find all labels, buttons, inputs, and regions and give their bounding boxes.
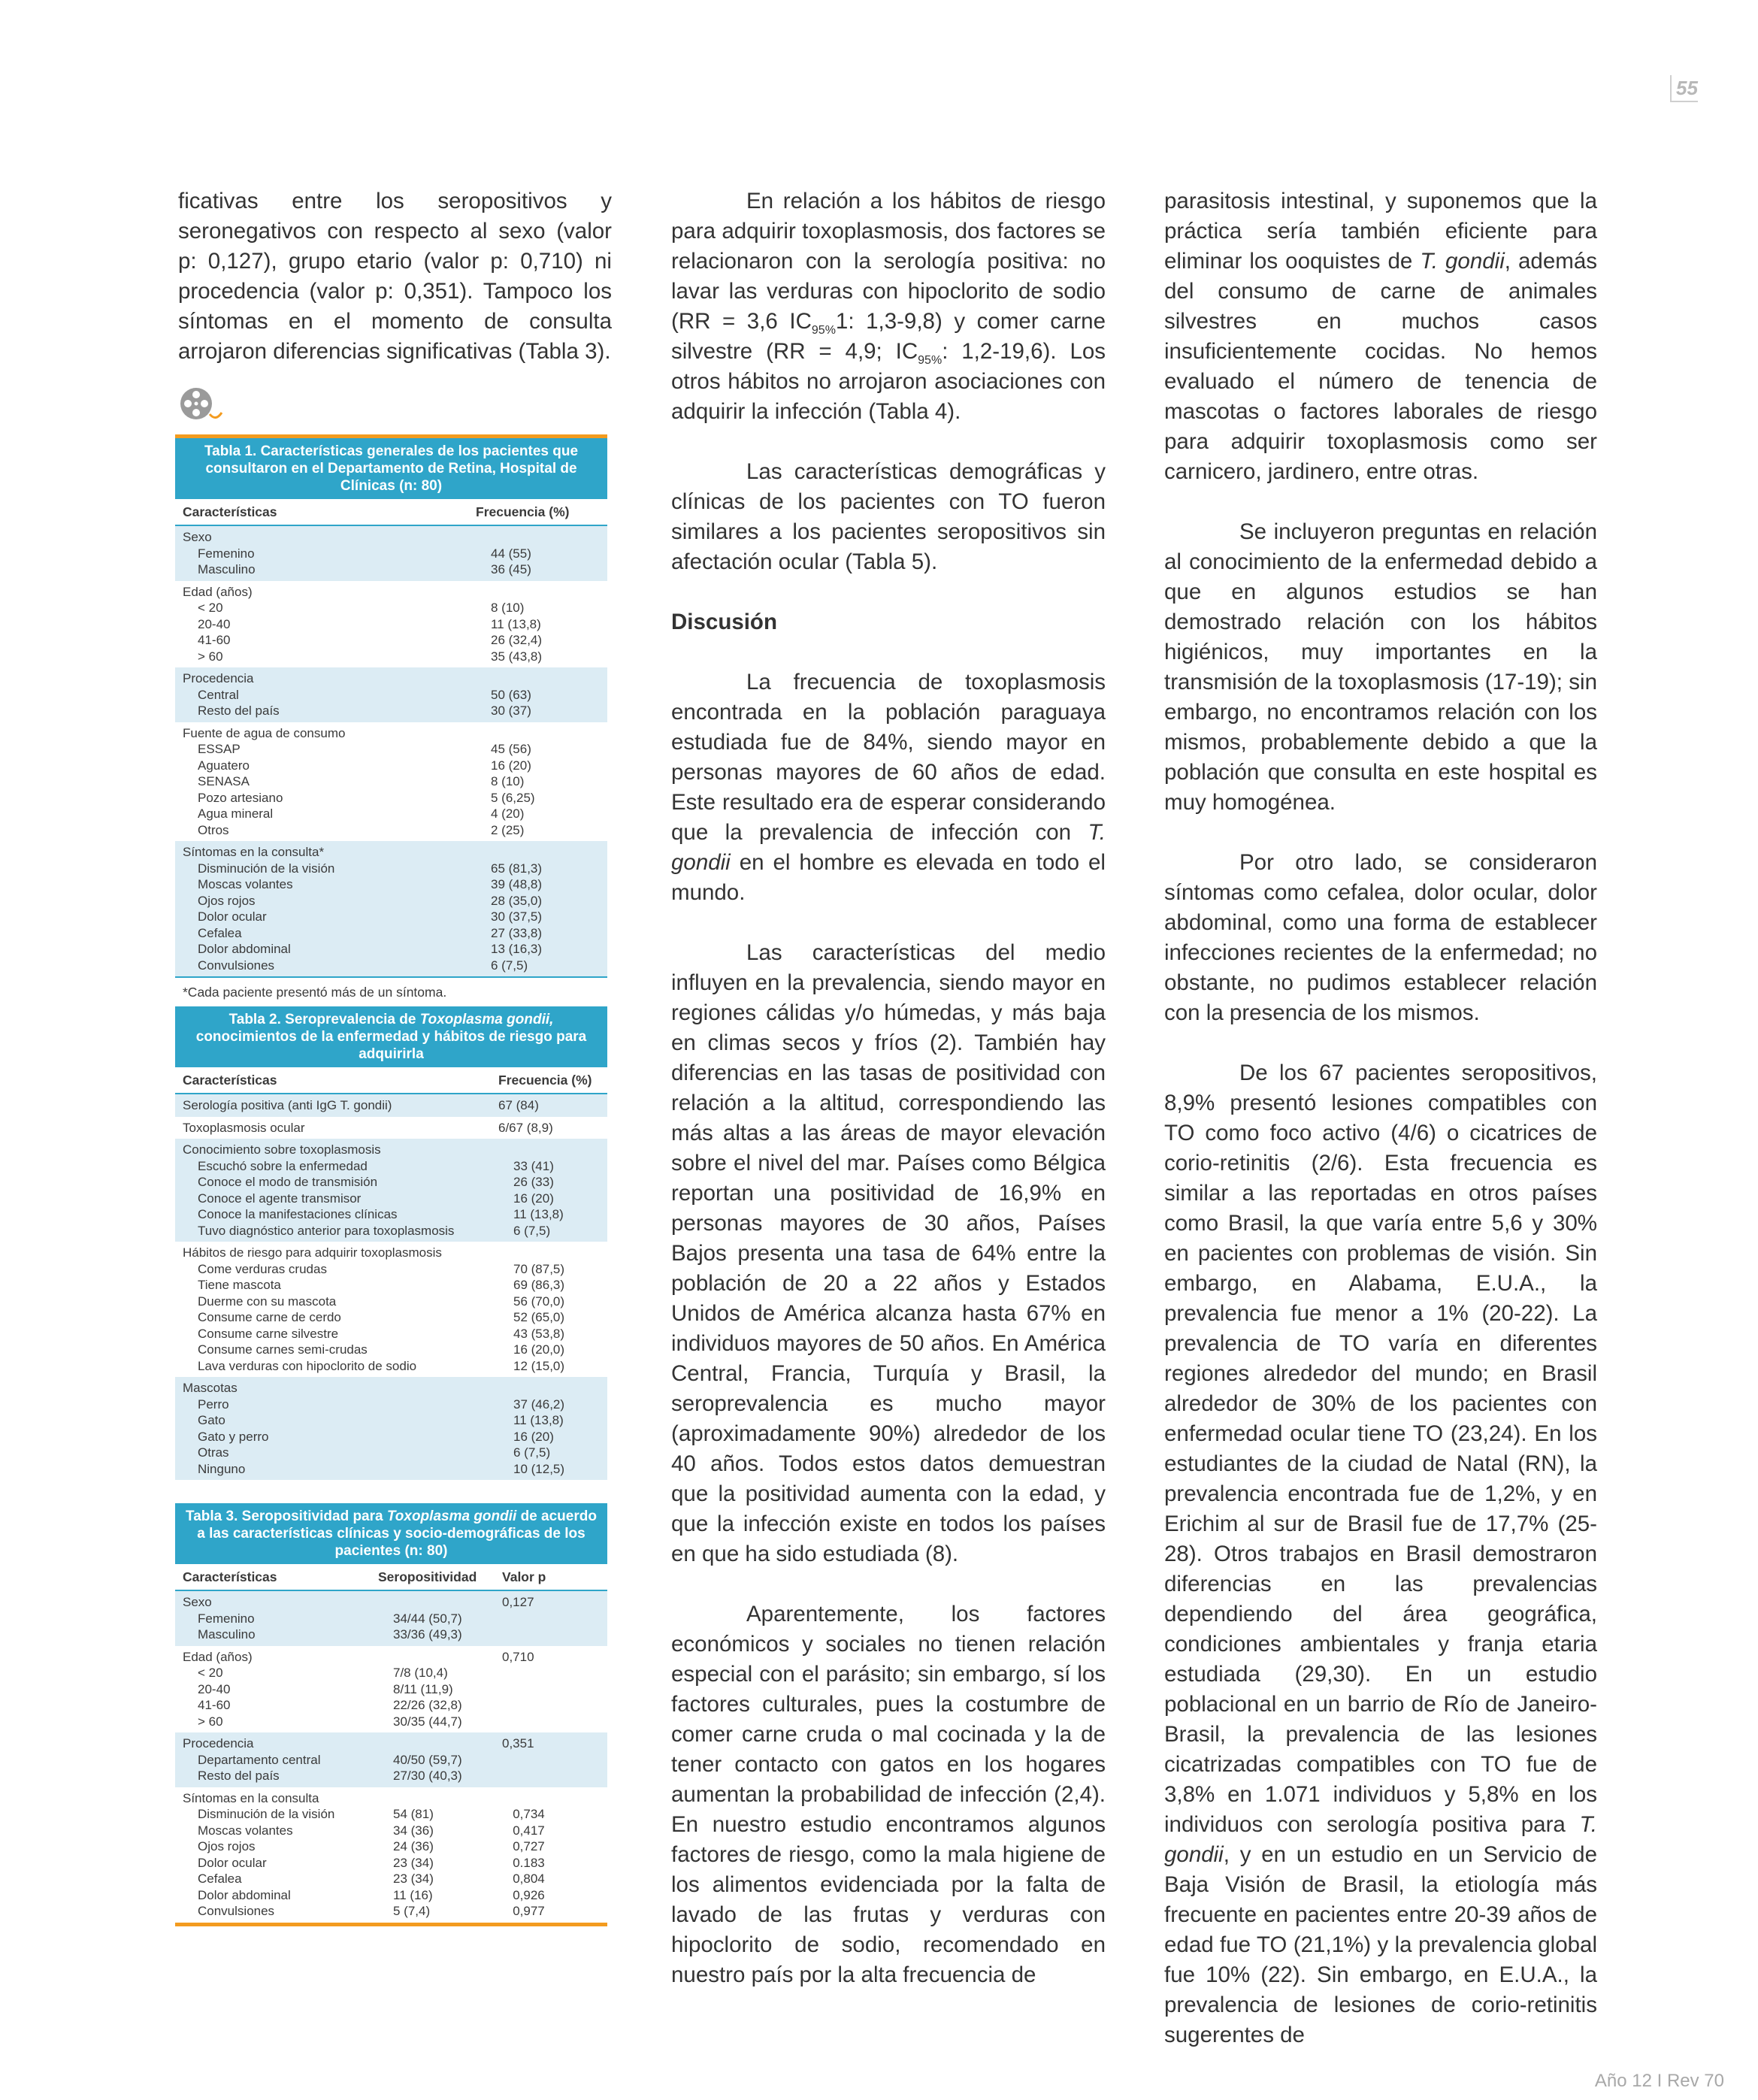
paragraph: [671, 186, 1106, 427]
row-value: 30 (37): [491, 704, 531, 718]
row-label: Gato y perro: [198, 1429, 269, 1444]
table-row: [183, 1806, 600, 1823]
table-row: [183, 600, 600, 616]
group-label: Mascotas: [183, 1381, 238, 1395]
table-group: [175, 1094, 607, 1117]
table-row: [183, 758, 600, 774]
row-value: 22/26 (32,8): [393, 1698, 462, 1712]
row-label: 20-40: [198, 616, 231, 631]
group-label: Procedencia: [183, 1736, 254, 1751]
row-label: Departamento central: [198, 1752, 321, 1767]
row-value: 6 (7,5): [513, 1445, 551, 1460]
table-row: [183, 1412, 600, 1429]
row-value: 16 (20,0): [513, 1342, 565, 1357]
row-value: 6 (7,5): [513, 1223, 551, 1238]
group-label-row: [183, 1594, 600, 1611]
page-number: 55: [1670, 75, 1698, 102]
table-1-body: [175, 526, 607, 976]
subscript: 95%: [918, 353, 943, 367]
paragraph: [1164, 1058, 1597, 2050]
group-label-row: [183, 725, 600, 742]
group-label-row: [183, 844, 600, 861]
table-row: [183, 1903, 600, 1920]
row-value: 11 (16): [393, 1887, 433, 1902]
text: 1: 1,3-9,8) y comer carne silvestre (RR = 4,9; IC: [671, 309, 1106, 364]
table-row: [183, 1714, 600, 1730]
row-value: 28 (35,0): [491, 893, 543, 908]
table-group: [175, 1377, 607, 1480]
table-row: [183, 876, 600, 893]
group-label-row: [183, 1790, 600, 1807]
table-group: [175, 667, 607, 722]
table-row: [183, 1626, 600, 1643]
row-label: 20-40: [198, 1681, 231, 1696]
table-2-single-rows: [175, 1094, 607, 1139]
table-row: [183, 1855, 600, 1872]
row-value: 30 (37,5): [491, 909, 543, 924]
table-row: [183, 773, 600, 790]
text: , además del consumo de carne de animales silvestres en muchos casos insuficientemente cocidas. No hemos evaluado el número de tenencia de mascotas o factores laborales de riesgo para adquirir toxoplasmosis como ser carnicero, jardinero, entre otras.: [1164, 249, 1597, 484]
table-row: [183, 1823, 600, 1839]
row-label: Gato: [198, 1413, 225, 1427]
cell: [378, 1790, 502, 1807]
table-2-body: [175, 1139, 607, 1480]
row-label: Masculino: [198, 562, 256, 576]
column-header: Frecuencia (%): [476, 504, 570, 519]
text: De los 67 pacientes seropositivos, 8,9% presentó lesiones compatibles con TO como foco activo (4/6) o cicatrices de corio-retinitis (2/6). Esta frecuencia es similar a las reportadas en otros países como Brasil, la que varía entre 5,6 y 30% en pacientes con problemas de visión. Sin embargo, en Alabama, E.U.A., la prevalencia fue menor a 1% (20-22). La prevalencia de TO varía en diferentes regiones alrededor del mundo; en Brasil alrededor de 30% de los pacientes con enfermedad ocular tiene TO (23,24). En los estudiantes de la ciudad de Natal (RN), la prevalencia encontrada fue de 1,2%, y en Erichim al sur de Brasil fue de 17,7% (25-28). Otros trabajos en Brasil demostraron diferencias en las prevalencias dependiendo del área geográfica, condiciones ambientales y franja etaria estudiada (29,30). En un estudio poblacional en un barrio de Río de Janeiro-Brasil, la prevalencia de las lesiones cicatrizadas compatibles con TO fue de 3,8% en 1.071 individuos y 5,8% en los individuos con serología positiva para: [1164, 1061, 1597, 1837]
row-label: Otros: [198, 822, 229, 837]
table-1: [175, 434, 607, 1006]
table-row: [183, 1838, 600, 1855]
table-row: [183, 1665, 600, 1681]
p-value: [502, 1790, 592, 1807]
p-value: 0,417: [513, 1823, 545, 1838]
table-3-header: [175, 1564, 607, 1591]
paragraph: Las características del medio influyen en la prevalencia, siendo mayor en regiones cálidas y/o húmedas, y más baja en climas secos y fríos (2). También hay diferencias en las tasas de positividad con relación a la altitud, correspondiendo las más altas a las áreas de mayor elevación sobre el nivel del mar. Países como Bélgica reportan una positividad de 16,9% en personas mayores de 30 años, Países Bajos presenta una tasa de 64% entre la población de 20 a 22 años y Estados Unidos de América alcanza hasta 67% en individuos mayores de 50 años. En América Central, Francia, Turquía y Brasil, la seroprevalencia es mucho mayor (aproximadamente 90%) alrededor de los 40 años. Todos estos datos demuestran que la positividad aumenta con la edad, y que la infección existe en todos los países en que ha sido estudiada (8).: [671, 940, 1106, 1566]
paragraph: Se incluyeron preguntas en relación al conocimiento de la enfermedad debido a que en algunos estudios se han demostrado relación con los hábitos higiénicos, muy importantes en la transmisión de la toxoplasmosis (17-19); sin embargo, no encontramos relación con los mismos, probablemente debido a que la población que consulta en este hospital es muy homogénea.: [1164, 519, 1597, 815]
table-row: [183, 1174, 600, 1191]
row-value: 40/50 (59,7): [393, 1752, 462, 1767]
table-row: [183, 1429, 600, 1445]
row-value: 35 (43,8): [491, 649, 543, 664]
row-label: Aguatero: [198, 758, 250, 773]
table-row: [183, 1120, 600, 1136]
row-value: 43 (53,8): [513, 1326, 565, 1341]
text: parasitosis intestinal, y suponemos que la práctica sería también eficiente para eliminar los ooquistes de: [1164, 189, 1597, 274]
p-value: 0,734: [513, 1807, 545, 1821]
row-value: 52 (65,0): [513, 1310, 565, 1324]
title-part: de acuerdo a las características clínicas y socio-demográficas de los pacientes (n: 80): [197, 1508, 597, 1559]
column-3: [1164, 186, 1597, 2080]
table-row: [183, 1768, 600, 1784]
table-row: [183, 1097, 600, 1114]
row-value: 11 (13,8): [513, 1413, 564, 1427]
row-label: Dolor abdominal: [198, 942, 291, 956]
p-value: 0,727: [513, 1839, 545, 1853]
section-heading: Discusión: [671, 610, 777, 634]
species: T. gondii: [1420, 249, 1505, 274]
column-header: Características: [183, 1569, 277, 1584]
row-value: 5 (7,4): [393, 1904, 431, 1918]
row-value: 45 (56): [491, 742, 531, 756]
table-row: [183, 616, 600, 633]
row-label: < 20: [198, 1666, 223, 1680]
row-label: Disminución de la visión: [198, 861, 335, 876]
text: La frecuencia de toxoplasmosis encontrada en la población paraguaya estudiada fue de 84%, siendo mayor en personas mayores de 60 años de edad. Este resultado era de esperar considerando que la prevalencia de infección con: [671, 670, 1106, 845]
paragraph: [1164, 186, 1597, 487]
row-label: Femenino: [198, 1611, 255, 1626]
row-value: 27 (33,8): [491, 925, 543, 940]
text: en el hombre es elevada en todo el mundo.: [671, 850, 1106, 905]
group-label-row: [183, 1245, 600, 1261]
p-value: 0,804: [513, 1872, 545, 1886]
p-value: [513, 1626, 600, 1643]
row-value: 56 (70,0): [513, 1294, 565, 1309]
row-value: 8 (10): [491, 601, 525, 615]
text: En relación a los hábitos de riesgo para adquirir toxoplasmosis, dos factores se relacionaron con la serología positiva: no lavar las verduras con hipoclorito de sodio (RR = 3,6 IC: [671, 189, 1106, 334]
group-label: Síntomas en la consulta: [183, 1790, 319, 1805]
table-row: [183, 632, 600, 649]
table-1-note: *Cada paciente presentó más de un síntoma.: [175, 976, 607, 1006]
row-value: 7/8 (10,4): [393, 1666, 448, 1680]
row-value: 16 (20): [513, 1191, 554, 1206]
table-group: [175, 1787, 607, 1923]
table-group: [175, 1117, 607, 1139]
row-value: 4 (20): [491, 806, 525, 821]
column-header: Características: [183, 1073, 277, 1088]
table-row: [183, 822, 600, 839]
table-row: [183, 1871, 600, 1887]
row-value: 37 (46,2): [513, 1396, 565, 1412]
table-group: [175, 526, 607, 581]
table-row: [183, 1611, 600, 1627]
row-value: 27/30 (40,3): [393, 1769, 462, 1783]
row-label: Consume carne silvestre: [198, 1326, 339, 1341]
row-value: 34/44 (50,7): [393, 1611, 462, 1626]
column-2: [671, 186, 1106, 2020]
group-label-row: [183, 1380, 600, 1396]
row-label: Escuchó sobre la enfermedad: [198, 1158, 368, 1173]
species: T. gondii: [1164, 1812, 1597, 1867]
paragraph: Las características demográficas y clínicas de los pacientes con TO fueron similares a los pacientes seropositivos sin afectación ocular (Tabla 5).: [671, 459, 1106, 574]
row-label: Conoce el modo de transmisión: [198, 1175, 378, 1189]
table-row: [183, 1206, 600, 1223]
row-label: Resto del país: [198, 704, 280, 718]
row-label: Dolor abdominal: [198, 1887, 291, 1902]
row-label: Masculino: [198, 1627, 256, 1642]
table-row: [183, 1887, 600, 1904]
group-label: Procedencia: [183, 671, 254, 685]
row-value: 67 (84): [498, 1098, 539, 1112]
table-row: [183, 1358, 600, 1375]
table-row: [183, 1326, 600, 1342]
row-value: 54 (81): [393, 1807, 434, 1821]
row-value: 8 (10): [491, 774, 525, 788]
row-label: Pozo artesiano: [198, 790, 283, 805]
group-label-row: [183, 1735, 600, 1752]
table-row: [183, 806, 600, 822]
row-label: > 60: [198, 649, 223, 664]
row-label: Cefalea: [198, 1872, 242, 1886]
row-label: Cefalea: [198, 925, 242, 940]
species: T. gondii: [671, 820, 1106, 875]
row-label: Dolor ocular: [198, 909, 267, 924]
group-label: Hábitos de riesgo para adquirir toxoplasmosis: [183, 1245, 442, 1260]
row-label: < 20: [198, 601, 223, 615]
group-label-row: [183, 670, 600, 687]
table-3: [175, 1503, 607, 1926]
table-reel-icon: [178, 386, 223, 423]
row-label: Tiene mascota: [198, 1278, 281, 1292]
group-label: Síntomas en la consulta*: [183, 845, 325, 859]
row-label: 41-60: [198, 633, 231, 647]
column-header: Frecuencia (%): [498, 1073, 592, 1088]
group-label-row: [183, 584, 600, 601]
table-row: [183, 941, 600, 958]
title-part: conocimientos de la enfermedad y hábitos de riesgo para adquirirla: [195, 1029, 587, 1062]
table-row: [183, 1277, 600, 1294]
group-label-row: [183, 529, 600, 546]
table-row: [183, 703, 600, 719]
row-label: Ojos rojos: [198, 893, 256, 908]
cell: [378, 1649, 502, 1666]
row-value: 8/11 (11,9): [393, 1681, 453, 1696]
table-group: [175, 1646, 607, 1733]
column-1: [178, 186, 612, 397]
table-row: [183, 741, 600, 758]
table-2-header: [175, 1067, 607, 1094]
title-part: Tabla 3. Seropositividad para: [186, 1508, 387, 1524]
text: : 1,2-19,6). Los otros hábitos no arrojaron asociaciones con adquirir la infección (Tabla 4).: [671, 339, 1106, 424]
row-label: Consume carne de cerdo: [198, 1310, 341, 1324]
table-row: [183, 1752, 600, 1769]
row-value: 30/35 (44,7): [393, 1714, 462, 1729]
p-value: 0,351: [502, 1736, 534, 1751]
p-value: 0,926: [513, 1887, 545, 1902]
subscript: 95%: [811, 323, 836, 337]
title-species: Toxoplasma gondii,: [419, 1012, 554, 1027]
row-value: 69 (86,3): [513, 1278, 565, 1292]
table-row: [183, 561, 600, 578]
table-row: [183, 925, 600, 942]
row-value: 26 (33): [513, 1175, 554, 1189]
table-3-body: [175, 1591, 607, 1923]
group-label-row: [183, 1649, 600, 1666]
table-row: [183, 1261, 600, 1278]
row-label: Tuvo diagnóstico anterior para toxoplasmosis: [198, 1223, 455, 1238]
table-group: [175, 1139, 607, 1242]
paragraph: ficativas entre los seropositivos y seronegativos con respecto al sexo (valor p: 0,127), grupo etario (valor p: 0,710) ni procedencia (valor p: 0,351). Tampoco los síntomas en el momento de consulta arrojaron diferencias significativas (Tabla 3).: [178, 189, 612, 364]
row-value: 34 (36): [393, 1823, 434, 1838]
row-value: 16 (20): [491, 758, 531, 773]
table-row: [183, 1396, 600, 1413]
paragraph: Aparentemente, los factores económicos y sociales no tienen relación especial con el parásito; sin embargo, sí los factores culturales, pues la costumbre de comer carne cruda o mal cocinada y la de tener contacto con gatos en los hogares aumentan la probabilidad de infección (2,4). En nuestro estudio encontramos algunos factores de riesgo, como la mala higiene de los alimentos evidenciada por la falta de lavado de las frutas y verduras con hipoclorito de sodio, recomendado en nuestro país por la alta frecuencia de: [671, 1602, 1106, 1987]
text: , y en un estudio en un Servicio de Baja Visión de Brasil, la etiología más frecuente en pacientes entre 20-39 años de edad fue TO (21,1%) y la prevalencia global fue 10% (22). Sin embargo, en E.U.A., la prevalencia de lesiones de corio-retinitis sugerentes de: [1164, 1842, 1597, 2047]
p-value: [513, 1665, 600, 1681]
column-header: Seropositividad: [378, 1569, 477, 1584]
row-label: Central: [198, 687, 239, 702]
group-label: Conocimiento sobre toxoplasmosis: [183, 1142, 381, 1157]
table-group: [175, 1732, 607, 1787]
table-row: [183, 1461, 600, 1478]
table-row: [183, 687, 600, 704]
row-value: 50 (63): [491, 687, 531, 702]
table-2: [175, 1006, 607, 1480]
table-row: [183, 1309, 600, 1326]
footer-issue: Año 12 I Rev 70: [1594, 2071, 1724, 2091]
paragraph: [671, 667, 1106, 908]
row-label: ESSAP: [198, 742, 241, 756]
table-3-title: [175, 1503, 607, 1564]
table-group: [175, 1242, 607, 1377]
p-value: 0.183: [513, 1855, 545, 1870]
row-value: 24 (36): [393, 1839, 434, 1853]
row-label: Otras: [198, 1445, 229, 1460]
group-label: Sexo: [183, 530, 212, 544]
table-row: [183, 790, 600, 806]
cell: [378, 1735, 502, 1752]
row-value: 6 (7,5): [491, 958, 528, 973]
row-label: Toxoplasmosis ocular: [183, 1120, 305, 1135]
row-value: 12 (15,0): [513, 1358, 565, 1373]
row-label: Consume carnes semi-crudas: [198, 1342, 368, 1357]
row-value: 26 (32,4): [491, 633, 543, 647]
row-value: 11 (13,8): [513, 1207, 564, 1221]
row-label: Dolor ocular: [198, 1855, 267, 1870]
column-header: Características: [183, 504, 277, 519]
row-label: Disminución de la visión: [198, 1807, 335, 1821]
row-value: 11 (13,8): [491, 616, 541, 631]
table-row: [183, 861, 600, 877]
row-label: Conoce el agente transmisor: [198, 1191, 362, 1206]
table-group: [175, 1591, 607, 1646]
row-value: 33/36 (49,3): [393, 1627, 462, 1642]
table-row: [183, 1697, 600, 1714]
row-label: Lava verduras con hipoclorito de sodio: [198, 1358, 417, 1373]
p-value: [513, 1697, 600, 1714]
row-label: 41-60: [198, 1698, 231, 1712]
row-label: Femenino: [198, 546, 255, 561]
p-value: 0,977: [513, 1904, 545, 1918]
table-row: [183, 958, 600, 974]
row-value: 16 (20): [513, 1429, 554, 1444]
row-label: Ninguno: [198, 1461, 246, 1476]
table-row: [183, 1191, 600, 1207]
row-value: 23 (34): [393, 1855, 434, 1870]
group-label-row: [183, 1142, 600, 1158]
table-1-header: [175, 499, 607, 526]
table-row: [183, 1294, 600, 1310]
row-label: SENASA: [198, 774, 250, 788]
row-label: Come verduras crudas: [198, 1261, 327, 1276]
row-label: Perro: [198, 1396, 229, 1412]
p-value: 0,710: [502, 1649, 534, 1664]
row-value: 65 (81,3): [491, 861, 543, 876]
row-value: 23 (34): [393, 1872, 434, 1886]
group-label: Edad (años): [183, 584, 253, 599]
row-label: Agua mineral: [198, 806, 274, 821]
row-value: 6/67 (8,9): [498, 1120, 553, 1135]
table-row: [183, 1223, 600, 1239]
title-species: Toxoplasma gondii: [386, 1508, 517, 1524]
row-label: Moscas volantes: [198, 877, 293, 891]
row-label: Convulsiones: [198, 958, 275, 973]
table-2-title: [175, 1006, 607, 1067]
table-row: [183, 893, 600, 909]
p-value: [513, 1768, 600, 1784]
table-row: [183, 1681, 600, 1698]
title-part: Tabla 2. Seroprevalencia de: [228, 1012, 420, 1027]
row-value: 36 (45): [491, 562, 531, 576]
column-header: Valor p: [502, 1569, 546, 1584]
paragraph: Por otro lado, se consideraron síntomas como cefalea, dolor ocular, dolor abdominal, como una forma de establecer infecciones recientes de la enfermedad; no obstante, no pudimos establecer relación con la presencia de los mismos.: [1164, 850, 1597, 1025]
p-value: [513, 1714, 600, 1730]
row-label: Convulsiones: [198, 1904, 275, 1918]
p-value: [513, 1681, 600, 1698]
table-row: [183, 909, 600, 925]
row-label: Moscas volantes: [198, 1823, 293, 1838]
row-label: Serología positiva (anti IgG T. gondii): [183, 1098, 392, 1112]
row-label: Resto del país: [198, 1769, 280, 1783]
p-value: [513, 1752, 600, 1769]
table-row: [183, 1342, 600, 1358]
row-label: Conoce la manifestaciones clínicas: [198, 1207, 398, 1221]
row-value: 70 (87,5): [513, 1261, 565, 1276]
table-1-title: Tabla 1. Características generales de los pacientes que consultaron en el Departamento de Retina, Hospital de Clínicas (n: 80): [175, 438, 607, 499]
p-value: [513, 1611, 600, 1627]
table-row: [183, 649, 600, 665]
row-value: 2 (25): [491, 822, 525, 837]
row-label: Ojos rojos: [198, 1839, 256, 1853]
group-label: Sexo: [183, 1595, 212, 1609]
row-label: Duerme con su mascota: [198, 1294, 337, 1309]
table-group: [175, 841, 607, 976]
table-group: [175, 722, 607, 842]
table-row: [183, 1158, 600, 1175]
group-label: Fuente de agua de consumo: [183, 725, 346, 740]
row-value: 10 (12,5): [513, 1461, 565, 1476]
cell: [378, 1594, 502, 1611]
row-value: 44 (55): [491, 546, 531, 561]
table-row: [183, 546, 600, 562]
table-group: [175, 581, 607, 668]
row-value: 33 (41): [513, 1158, 554, 1173]
row-value: 5 (6,25): [491, 790, 535, 805]
row-label: > 60: [198, 1714, 223, 1729]
group-label: Edad (años): [183, 1649, 253, 1664]
row-value: 39 (48,8): [491, 877, 543, 891]
row-value: 13 (16,3): [491, 942, 543, 956]
table-row: [183, 1445, 600, 1461]
p-value: 0,127: [502, 1595, 534, 1609]
